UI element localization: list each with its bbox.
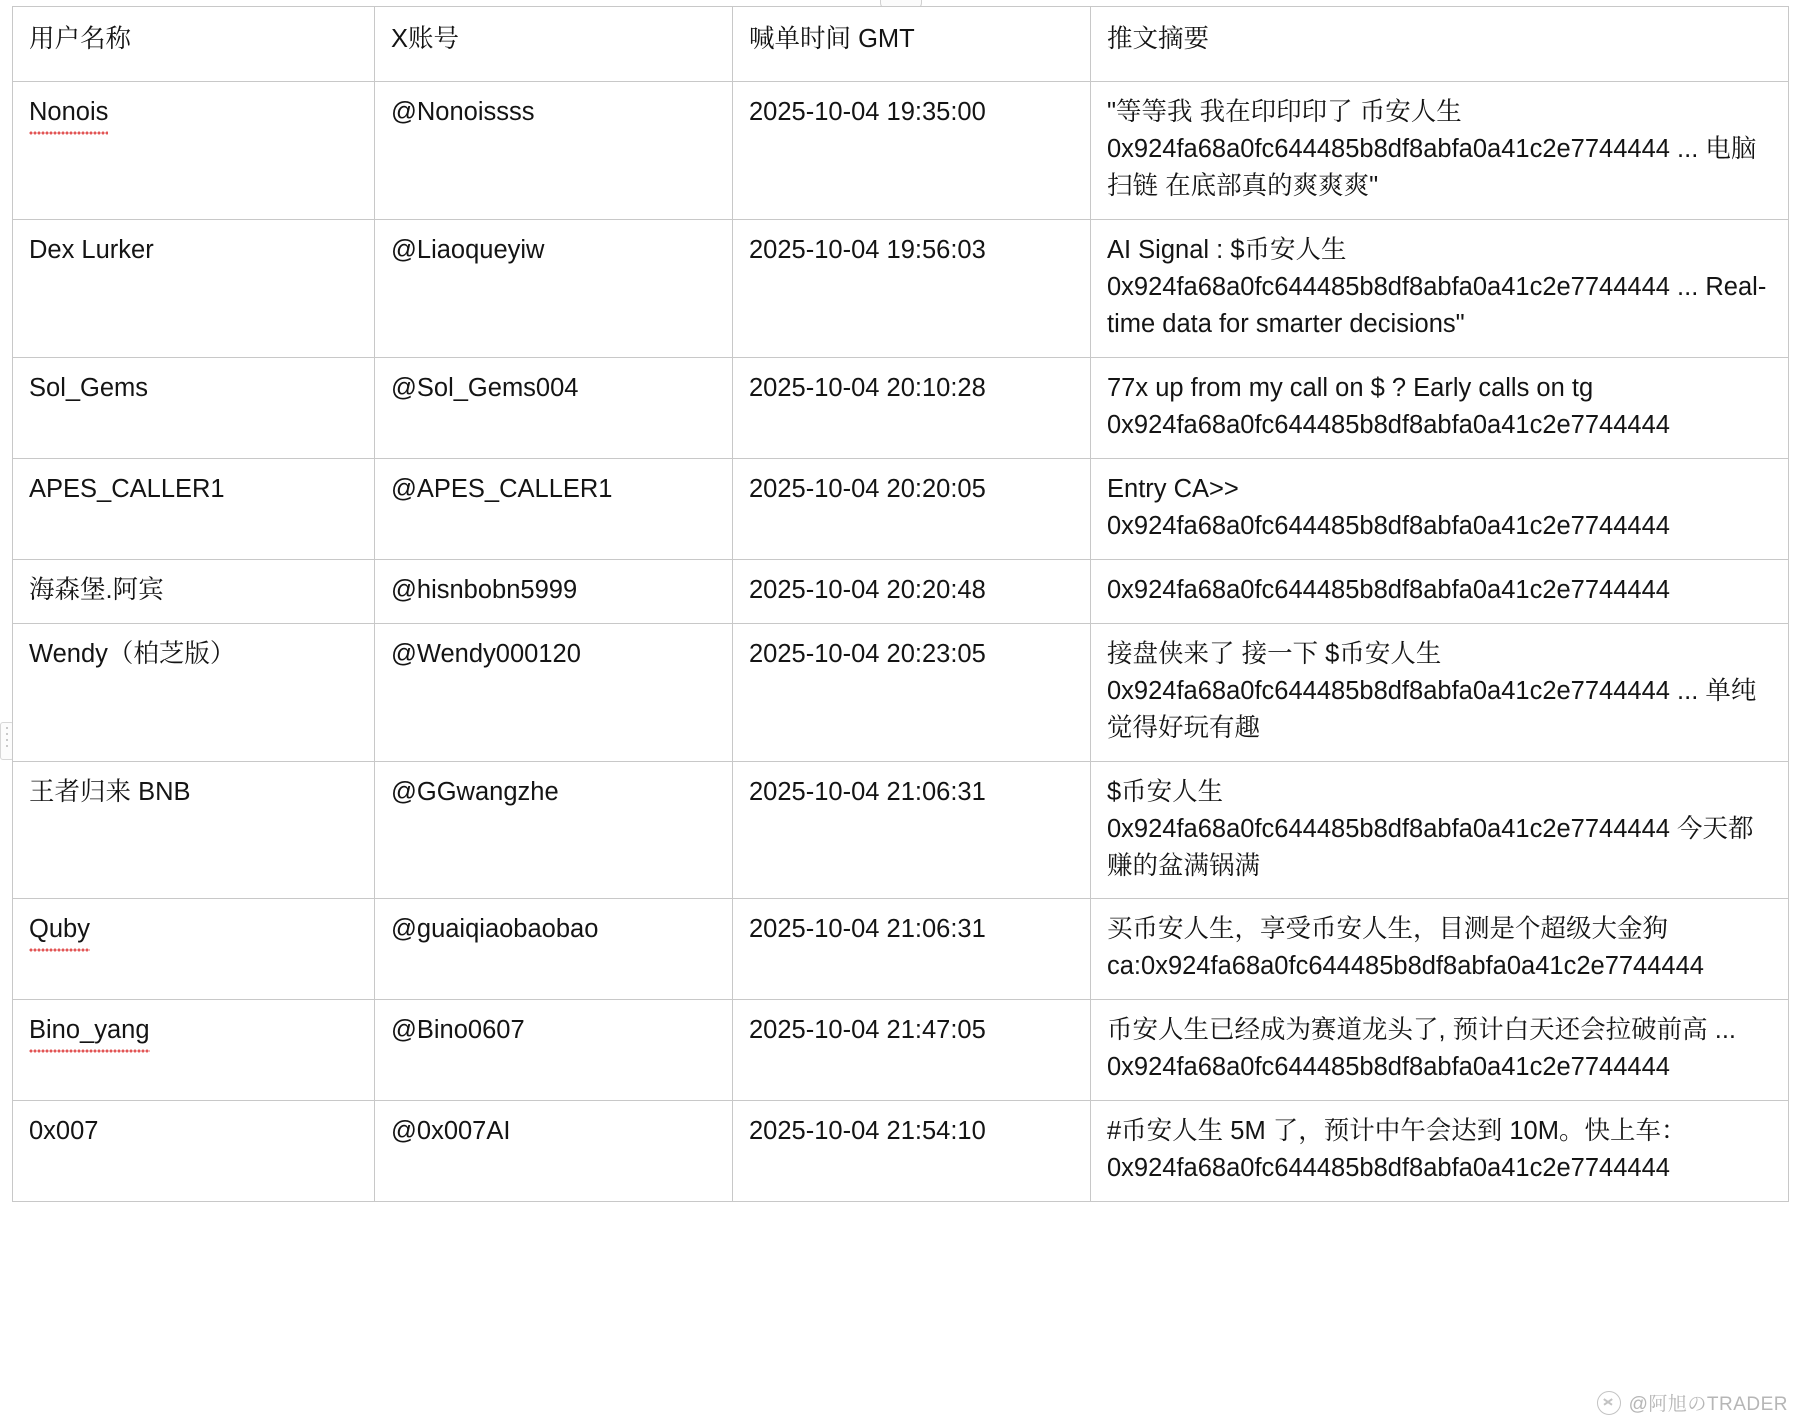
handle-dot <box>6 733 8 735</box>
cell-x-handle: @Wendy000120 <box>375 623 733 761</box>
watermark-text: @阿旭のTRADER <box>1628 1394 1788 1415</box>
cell-x-handle: @Bino0607 <box>375 1000 733 1101</box>
cell-x-handle: @guaiqiaobaobao <box>375 899 733 1000</box>
cell-username: 王者归来 BNB <box>13 761 375 899</box>
cell-tweet-summary: 77x up from my call on $ ? Early calls on tg 0x924fa68a0fc644485b8df8abfa0a41c2e7744444 <box>1091 357 1789 458</box>
cell-x-handle: @APES_CALLER1 <box>375 458 733 559</box>
cell-tweet-summary: 0x924fa68a0fc644485b8df8abfa0a41c2e7744444 <box>1091 559 1789 623</box>
cell-x-handle: @Nonoissss <box>375 82 733 220</box>
cell-username: APES_CALLER1 <box>13 458 375 559</box>
username-text: Nonois <box>29 94 108 131</box>
cell-tweet-summary: $币安人生 0x924fa68a0fc644485b8df8abfa0a41c2e7744444 今天都赚的盆满锅满 <box>1091 761 1789 899</box>
table-row <box>13 623 1789 761</box>
table-row <box>13 219 1789 357</box>
cell-call-time: 2025-10-04 21:06:31 <box>733 761 1091 899</box>
cell-x-handle: @Liaoqueyiw <box>375 219 733 357</box>
column-header-call-time: 喊单时间 GMT <box>733 7 1091 82</box>
watermark <box>1597 1389 1788 1416</box>
cell-call-time: 2025-10-04 21:47:05 <box>733 1000 1091 1101</box>
table-row <box>13 1000 1789 1101</box>
cell-username <box>13 899 375 1000</box>
cell-tweet-summary: Entry CA>> 0x924fa68a0fc644485b8df8abfa0a41c2e7744444 <box>1091 458 1789 559</box>
callers-table <box>12 6 1789 1202</box>
cell-call-time: 2025-10-04 21:06:31 <box>733 899 1091 1000</box>
cell-username <box>13 82 375 220</box>
cell-tweet-summary: AI Signal : $币安人生 0x924fa68a0fc644485b8df8abfa0a41c2e7744444 ... Real-time data for smarter decisions" <box>1091 219 1789 357</box>
cell-call-time: 2025-10-04 21:54:10 <box>733 1101 1091 1202</box>
cell-call-time: 2025-10-04 20:23:05 <box>733 623 1091 761</box>
table-header-row <box>13 7 1789 82</box>
column-header-username: 用户名称 <box>13 7 375 82</box>
cell-call-time: 2025-10-04 20:20:05 <box>733 458 1091 559</box>
table-row <box>13 357 1789 458</box>
cell-x-handle: @GGwangzhe <box>375 761 733 899</box>
watermark-logo-icon <box>1597 1391 1621 1415</box>
table-row <box>13 559 1789 623</box>
column-header-x-handle: X账号 <box>375 7 733 82</box>
cell-username: Sol_Gems <box>13 357 375 458</box>
cell-tweet-summary: 接盘侠来了 接一下 $币安人生 0x924fa68a0fc644485b8df8abfa0a41c2e7744444 ... 单纯觉得好玩有趣 <box>1091 623 1789 761</box>
table-container <box>12 6 1788 1202</box>
cell-call-time: 2025-10-04 19:35:00 <box>733 82 1091 220</box>
cell-call-time: 2025-10-04 20:20:48 <box>733 559 1091 623</box>
cell-username: Wendy（柏芝版） <box>13 623 375 761</box>
handle-dot <box>6 727 8 729</box>
handle-dot <box>6 745 8 747</box>
column-header-tweet-summary: 推文摘要 <box>1091 7 1789 82</box>
table-row <box>13 458 1789 559</box>
cell-username: Dex Lurker <box>13 219 375 357</box>
table-body <box>13 82 1789 1202</box>
table-header <box>13 7 1789 82</box>
cell-tweet-summary: 买币安人生，享受币安人生，目测是个超级大金狗 ca:0x924fa68a0fc644485b8df8abfa0a41c2e7744444 <box>1091 899 1789 1000</box>
cell-call-time: 2025-10-04 20:10:28 <box>733 357 1091 458</box>
username-text: Quby <box>29 911 90 948</box>
cell-tweet-summary: 币安人生已经成为赛道龙头了, 预计白天还会拉破前高 ... 0x924fa68a0fc644485b8df8abfa0a41c2e7744444 <box>1091 1000 1789 1101</box>
table-row <box>13 82 1789 220</box>
cell-username <box>13 1000 375 1101</box>
cell-x-handle: @Sol_Gems004 <box>375 357 733 458</box>
cell-username: 海森堡.阿宾 <box>13 559 375 623</box>
cell-tweet-summary: #币安人生 5M 了，预计中午会达到 10M。快上车：0x924fa68a0fc644485b8df8abfa0a41c2e7744444 <box>1091 1101 1789 1202</box>
table-row <box>13 761 1789 899</box>
cell-tweet-summary: "等等我 我在印印印了 币安人生 0x924fa68a0fc644485b8df8abfa0a41c2e7744444 ... 电脑扫链 在底部真的爽爽爽" <box>1091 82 1789 220</box>
table-row <box>13 1101 1789 1202</box>
table-row <box>13 899 1789 1000</box>
cell-x-handle: @0x007AI <box>375 1101 733 1202</box>
handle-dot <box>6 739 8 741</box>
cell-call-time: 2025-10-04 19:56:03 <box>733 219 1091 357</box>
username-text: Bino_yang <box>29 1012 150 1049</box>
cell-username: 0x007 <box>13 1101 375 1202</box>
cell-x-handle: @hisnbobn5999 <box>375 559 733 623</box>
